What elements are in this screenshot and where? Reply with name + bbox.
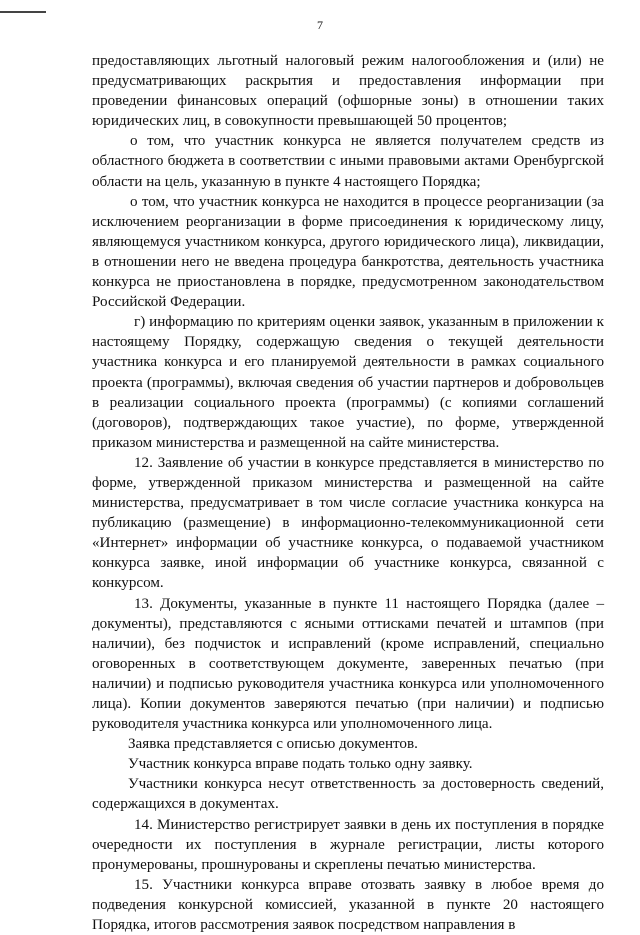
- paragraph-reorganization: о том, что участник конкурса не находится в процессе реорганизации (за исключением реорганизации в форме присоединения к юридическому лицу, являющемуся участником конкурса, другого юридического лица), ликвидации, в отношении него не введена процедура банкротства, деятельность участника конкурса не приостановлена в порядке, предусмотренном законодательством Российской Федерации.: [92, 193, 604, 311]
- paragraph-item-12: 12. Заявление об участии в конкурсе представляется в министерство по форме, утвержденной приказом министерства и размещенной на сайте министерства, предусматривает в том числе согласие участника конкурса на публикацию (размещение) в информационно-телекоммуникационной сети «Интернет» информации об участнике конкурса, о подаваемой участником конкурса заявке, иной информации об участнике конкурса, связанной с конкурсом.: [92, 454, 604, 592]
- paragraph-inventory: Заявка представляется с описью документов.: [128, 736, 418, 753]
- page-number: 7: [317, 18, 323, 32]
- paragraph-responsibility: Участники конкурса несут ответственность за достоверность сведений, содержащихся в документах.: [92, 776, 604, 813]
- paragraph-offshore-continuation: предоставляющих льготный налоговый режим налогообложения и (или) не предусматривающих раскрытия и предоставления информации при проведении финансовых операций (офшорные зоны) в отношении таких юридических лиц, в совокупности превышающей 50 процентов;: [92, 53, 604, 130]
- paragraph-one-application: Участник конкурса вправе подать только одну заявку.: [128, 756, 473, 773]
- paragraph-evaluation-criteria: г) информацию по критериям оценки заявок, указанным в приложении к настоящему Порядку, содержащую сведения о текущей деятельности участника конкурса и его планируемой деятельности в рамках социального проекта (программы), включая сведения об участии партнеров и добровольцев в реализации социального проекта (программы) (с копиями соглашений (договоров), подтверждающих такое участие), по форме, утвержденной приказом министерства и размещенной на сайте министерства.: [92, 314, 604, 451]
- scan-corner-mark: [0, 11, 46, 13]
- document-body: [92, 51, 604, 935]
- paragraph-regional-budget: о том, что участник конкурса не является получателем средств из областного бюджета в соответствии с иными правовыми актами Оренбургской области на цель, указанную в пункте 4 настоящего Порядка;: [92, 133, 604, 190]
- paragraph-item-14: 14. Министерство регистрирует заявки в день их поступления в порядке очередности их поступления в журнале регистрации, листы которого пронумерованы, прошнурованы и скреплены печатью министерства.: [92, 816, 604, 873]
- paragraph-item-13: 13. Документы, указанные в пункте 11 настоящего Порядка (далее – документы), представляются с ясными оттисками печатей и штампов (при наличии), без подчисток и исправлений (кроме исправлений, специально оговоренных в соответствующем документе, заверенных печатью (при наличии) и подписью руководителя участника конкурса или уполномоченного лица). Копии документов заверяются печатью (при наличии) и подписью руководителя участника конкурса или уполномоченного лица.: [92, 595, 604, 733]
- paragraph-item-15: 15. Участники конкурса вправе отозвать заявку в любое время до подведения конкурсной комиссией, указанной в пункте 20 настоящего Порядка, итогов рассмотрения заявок посредством направления в: [92, 876, 604, 934]
